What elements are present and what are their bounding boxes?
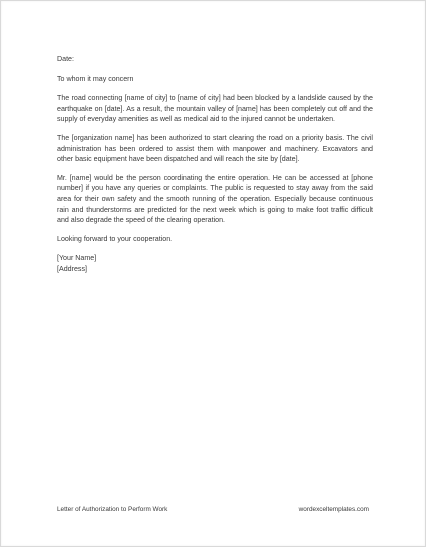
signature-address: [Address] <box>57 264 87 273</box>
closing-line: Looking forward to your cooperation. <box>57 234 173 243</box>
paragraph-road-blocked: The road connecting [name of city] to [name of city] had been blocked by a landslide caused by the earthquake on [date]. As a result, the mountain valley of [name] has been completely cut off and the supply of everyday amenities as well as medical aid to the injured cannot be undertaken. <box>57 94 373 124</box>
date-label: Date: <box>57 55 74 63</box>
signature-name: [Your Name] <box>57 254 97 263</box>
signature-block <box>57 253 373 274</box>
letter-body <box>57 54 373 283</box>
paragraph-authorization: The [organization name] has been authorized to start clearing the road on a priority basis. The civil administration has been ordered to assist them with manpower and machinery. Excavators and other basic equipment have been dispatched and will reach the site by [date]. <box>57 133 373 164</box>
footer-website: wordexceltemplates.com <box>298 506 369 513</box>
paragraph-coordinator: Mr. [name] would be the person coordinating the entire operation. He can be accessed at [phone number] if you have any queries or complaints. The public is requested to stay away from the said area for their own safety and the smooth running of the operation. Especially because continuous rain and thunderstorms are predicted for the next week which is going to make foot traffic difficult and also degrade the speed of the clearing operation. <box>57 173 373 225</box>
footer-document-title: Letter of Authorization to Perform Work <box>57 506 168 513</box>
salutation: To whom it may concern <box>57 74 134 83</box>
